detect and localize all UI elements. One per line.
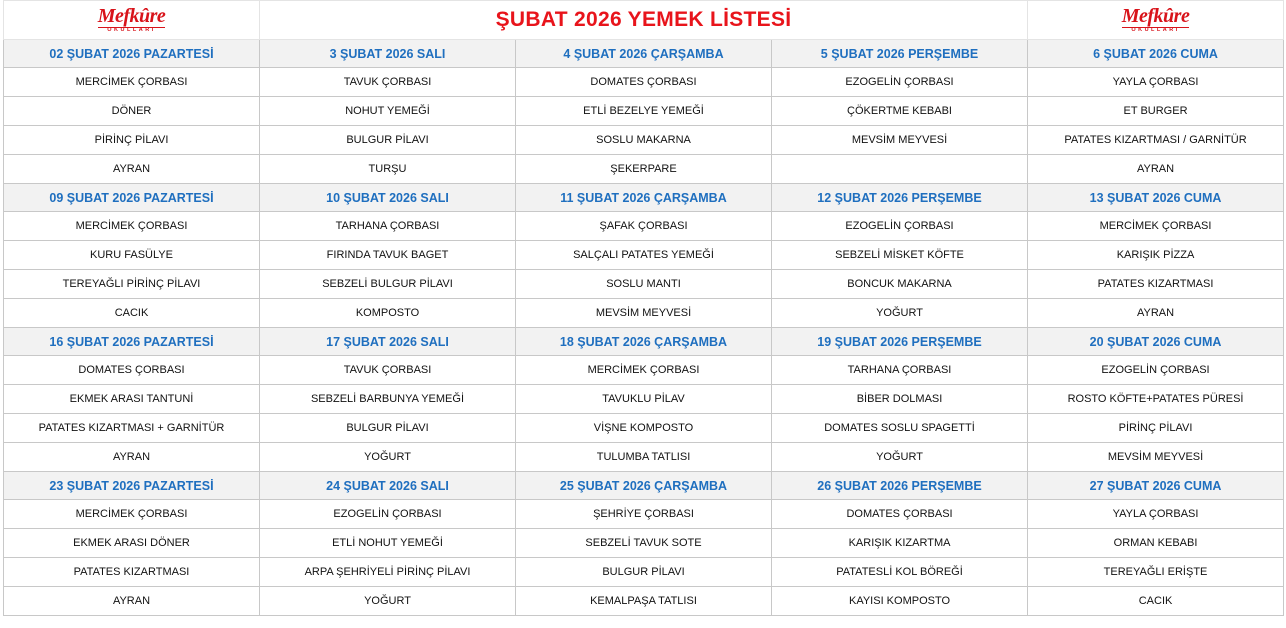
menu-item: PİRİNÇ PİLAVI: [4, 126, 260, 155]
menu-item: NOHUT YEMEĞİ: [260, 97, 516, 126]
week-header-row: [4, 184, 1284, 212]
day-date-header: 09 ŞUBAT 2026 PAZARTESİ: [4, 184, 260, 212]
menu-item: BONCUK MAKARNA: [772, 270, 1028, 299]
menu-item: MEVSİM MEYVESİ: [772, 126, 1028, 155]
menu-item: YAYLA ÇORBASI: [1028, 68, 1284, 97]
menu-item: TAVUK ÇORBASI: [260, 356, 516, 385]
menu-item: DOMATES ÇORBASI: [772, 500, 1028, 529]
menu-item: CACIK: [1028, 587, 1284, 616]
menu-item: KURU FASÜLYE: [4, 241, 260, 270]
menu-item: AYRAN: [4, 587, 260, 616]
menu-item-row: [4, 500, 1284, 529]
menu-item: ORMAN KEBABI: [1028, 529, 1284, 558]
menu-item-row: [4, 443, 1284, 472]
menu-item: SOSLU MAKARNA: [516, 126, 772, 155]
day-date-header: 23 ŞUBAT 2026 PAZARTESİ: [4, 472, 260, 500]
menu-item: TARHANA ÇORBASI: [772, 356, 1028, 385]
day-date-header: 24 ŞUBAT 2026 SALI: [260, 472, 516, 500]
menu-item: SOSLU MANTI: [516, 270, 772, 299]
title-cell: [260, 1, 1028, 40]
logo-subtitle: OKULLARI: [1122, 27, 1190, 34]
menu-item: [772, 155, 1028, 184]
menu-item: KOMPOSTO: [260, 299, 516, 328]
day-date-header: 3 ŞUBAT 2026 SALI: [260, 40, 516, 68]
menu-item: FIRINDA TAVUK BAGET: [260, 241, 516, 270]
menu-item: PATATES KIZARTMASI / GARNİTÜR: [1028, 126, 1284, 155]
day-date-header: 20 ŞUBAT 2026 CUMA: [1028, 328, 1284, 356]
menu-item: DOMATES SOSLU SPAGETTİ: [772, 414, 1028, 443]
day-date-header: 4 ŞUBAT 2026 ÇARŞAMBA: [516, 40, 772, 68]
menu-item: TARHANA ÇORBASI: [260, 212, 516, 241]
menu-item: ŞEHRİYE ÇORBASI: [516, 500, 772, 529]
menu-item: YOĞURT: [772, 299, 1028, 328]
menu-item: TAVUKLU PİLAV: [516, 385, 772, 414]
menu-item: KAYISI KOMPOSTO: [772, 587, 1028, 616]
menu-table: [3, 0, 1284, 616]
menu-item: PİRİNÇ PİLAVI: [1028, 414, 1284, 443]
menu-item-row: [4, 270, 1284, 299]
menu-item: TEREYAĞLI ERİŞTE: [1028, 558, 1284, 587]
menu-item-row: [4, 241, 1284, 270]
menu-item-row: [4, 385, 1284, 414]
menu-item: AYRAN: [1028, 299, 1284, 328]
menu-item: BULGUR PİLAVI: [260, 126, 516, 155]
day-date-header: 27 ŞUBAT 2026 CUMA: [1028, 472, 1284, 500]
menu-item: SALÇALI PATATES YEMEĞİ: [516, 241, 772, 270]
menu-item: SEBZELİ BARBUNYA YEMEĞİ: [260, 385, 516, 414]
menu-item: TURŞU: [260, 155, 516, 184]
day-date-header: 10 ŞUBAT 2026 SALI: [260, 184, 516, 212]
menu-item: YOĞURT: [260, 443, 516, 472]
day-date-header: 11 ŞUBAT 2026 ÇARŞAMBA: [516, 184, 772, 212]
menu-item-row: [4, 529, 1284, 558]
menu-item: MERCİMEK ÇORBASI: [4, 68, 260, 97]
menu-item: BULGUR PİLAVI: [260, 414, 516, 443]
week-header-row: [4, 328, 1284, 356]
menu-item: AYRAN: [4, 443, 260, 472]
menu-item-row: [4, 126, 1284, 155]
menu-item: ROSTO KÖFTE+PATATES PÜRESİ: [1028, 385, 1284, 414]
day-date-header: 02 ŞUBAT 2026 PAZARTESİ: [4, 40, 260, 68]
menu-item: BULGUR PİLAVI: [516, 558, 772, 587]
menu-item: KEMALPAŞA TATLISI: [516, 587, 772, 616]
menu-item: PATATES KIZARTMASI + GARNİTÜR: [4, 414, 260, 443]
menu-item: ŞAFAK ÇORBASI: [516, 212, 772, 241]
menu-item: ŞEKERPARE: [516, 155, 772, 184]
menu-item: MEVSİM MEYVESİ: [516, 299, 772, 328]
menu-item: KARIŞIK KIZARTMA: [772, 529, 1028, 558]
title-row: [4, 1, 1284, 40]
menu-item: TEREYAĞLI PİRİNÇ PİLAVI: [4, 270, 260, 299]
logo-wordmark: Mefkûre: [97, 5, 166, 27]
menu-item-row: [4, 587, 1284, 616]
menu-item: VİŞNE KOMPOSTO: [516, 414, 772, 443]
logo-wordmark: Mefkûre: [1121, 5, 1190, 27]
menu-item: SEBZELİ TAVUK SOTE: [516, 529, 772, 558]
day-date-header: 5 ŞUBAT 2026 PERŞEMBE: [772, 40, 1028, 68]
menu-item: EKMEK ARASI DÖNER: [4, 529, 260, 558]
day-date-header: 6 ŞUBAT 2026 CUMA: [1028, 40, 1284, 68]
menu-item: TULUMBA TATLISI: [516, 443, 772, 472]
menu-item-row: [4, 299, 1284, 328]
menu-item: BİBER DOLMASI: [772, 385, 1028, 414]
menu-item: YOĞURT: [772, 443, 1028, 472]
menu-item: DOMATES ÇORBASI: [4, 356, 260, 385]
menu-item-row: [4, 414, 1284, 443]
menu-item-row: [4, 212, 1284, 241]
menu-item: ET BURGER: [1028, 97, 1284, 126]
menu-item: PATATES KIZARTMASI: [4, 558, 260, 587]
menu-item-row: [4, 68, 1284, 97]
menu-item: PATATESLİ KOL BÖREĞİ: [772, 558, 1028, 587]
menu-item: SEBZELİ MİSKET KÖFTE: [772, 241, 1028, 270]
menu-item: SEBZELİ BULGUR PİLAVI: [260, 270, 516, 299]
menu-item: YOĞURT: [260, 587, 516, 616]
page-title: ŞUBAT 2026 YEMEK LİSTESİ: [495, 8, 792, 31]
menu-item: MERCİMEK ÇORBASI: [4, 500, 260, 529]
day-date-header: 13 ŞUBAT 2026 CUMA: [1028, 184, 1284, 212]
menu-item: ÇÖKERTME KEBABI: [772, 97, 1028, 126]
menu-item-row: [4, 356, 1284, 385]
menu-item: DOMATES ÇORBASI: [516, 68, 772, 97]
day-date-header: 25 ŞUBAT 2026 ÇARŞAMBA: [516, 472, 772, 500]
school-logo-right: [1122, 6, 1190, 34]
logo-cell-right: [1028, 1, 1284, 40]
day-date-header: 16 ŞUBAT 2026 PAZARTESİ: [4, 328, 260, 356]
menu-item: ETLİ BEZELYE YEMEĞİ: [516, 97, 772, 126]
day-date-header: 26 ŞUBAT 2026 PERŞEMBE: [772, 472, 1028, 500]
menu-item: MERCİMEK ÇORBASI: [4, 212, 260, 241]
logo-subtitle: OKULLARI: [98, 27, 166, 34]
menu-item: EZOGELİN ÇORBASI: [772, 68, 1028, 97]
menu-item: EKMEK ARASI TANTUNİ: [4, 385, 260, 414]
menu-item-row: [4, 155, 1284, 184]
school-logo-left: [98, 6, 166, 34]
day-date-header: 12 ŞUBAT 2026 PERŞEMBE: [772, 184, 1028, 212]
day-date-header: 17 ŞUBAT 2026 SALI: [260, 328, 516, 356]
menu-item: MEVSİM MEYVESİ: [1028, 443, 1284, 472]
menu-item: KARIŞIK PİZZA: [1028, 241, 1284, 270]
menu-item: ARPA ŞEHRİYELİ PİRİNÇ PİLAVI: [260, 558, 516, 587]
day-date-header: 19 ŞUBAT 2026 PERŞEMBE: [772, 328, 1028, 356]
menu-item: DÖNER: [4, 97, 260, 126]
menu-item: CACIK: [4, 299, 260, 328]
menu-item-row: [4, 558, 1284, 587]
logo-cell-left: [4, 1, 260, 40]
week-header-row: [4, 40, 1284, 68]
menu-item: AYRAN: [4, 155, 260, 184]
menu-item: YAYLA ÇORBASI: [1028, 500, 1284, 529]
menu-item: ETLİ NOHUT YEMEĞİ: [260, 529, 516, 558]
menu-item: TAVUK ÇORBASI: [260, 68, 516, 97]
week-header-row: [4, 472, 1284, 500]
menu-item: AYRAN: [1028, 155, 1284, 184]
menu-item: MERCİMEK ÇORBASI: [516, 356, 772, 385]
menu-item: MERCİMEK ÇORBASI: [1028, 212, 1284, 241]
menu-item-row: [4, 97, 1284, 126]
menu-item: EZOGELİN ÇORBASI: [772, 212, 1028, 241]
menu-item: EZOGELİN ÇORBASI: [1028, 356, 1284, 385]
day-date-header: 18 ŞUBAT 2026 ÇARŞAMBA: [516, 328, 772, 356]
menu-item: EZOGELİN ÇORBASI: [260, 500, 516, 529]
menu-item: PATATES KIZARTMASI: [1028, 270, 1284, 299]
